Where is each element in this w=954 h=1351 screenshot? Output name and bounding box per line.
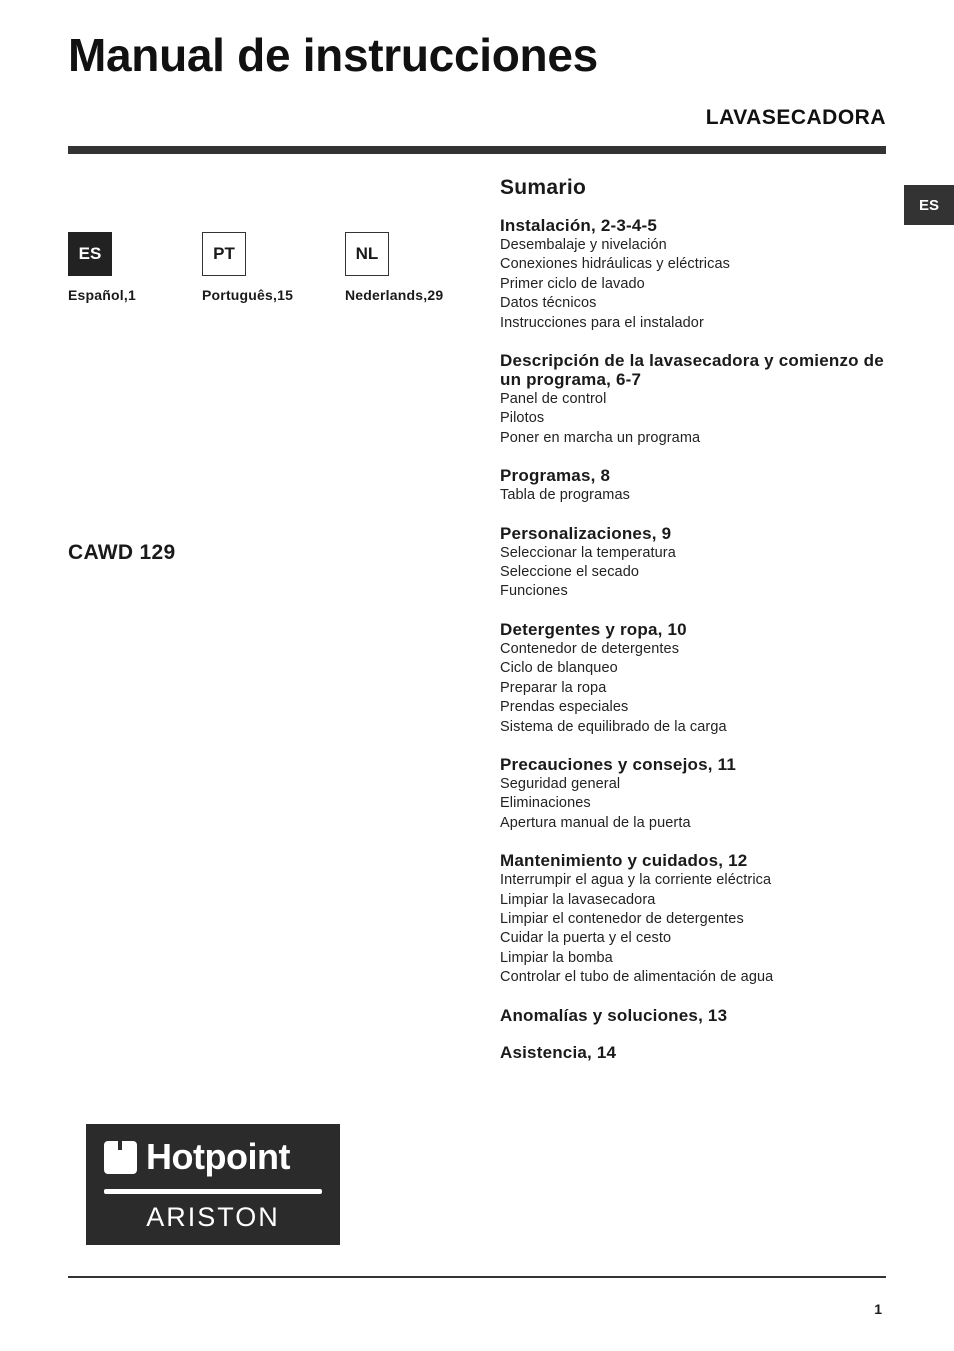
toc-item: Controlar el tubo de alimentación de agua [500,969,774,986]
toc-section-title: Precauciones y consejos, 11 [500,754,736,774]
toc-section-title: Mantenimiento y cuidados, 12 [500,851,748,871]
toc-item: Ciclo de blanqueo [500,660,618,677]
toc-section [500,755,886,833]
toc-section [500,851,886,987]
toc-item-list [500,236,886,333]
language-label-es: Español,1 [68,287,136,303]
toc-section-title: Anomalías y soluciones, 13 [500,1005,728,1025]
toc-section-title: Asistencia, 14 [500,1042,617,1062]
header-divider [68,146,886,154]
toc-item-list [500,871,886,987]
page-title: Manual de instrucciones [68,29,598,81]
toc-section-title: Personalizaciones, 9 [500,523,672,543]
logo-brand-text: Hotpoint [146,1136,290,1177]
hotpoint-ariston-logo [86,1124,340,1245]
toc-section-title: Programas, 8 [500,466,611,486]
hotpoint-square-logo-icon [104,1141,137,1174]
table-of-contents [500,176,886,1080]
toc-item: Tabla de programas [500,487,630,504]
toc-item: Datos técnicos [500,295,597,312]
toc-item: Cuidar la puerta y el cesto [500,930,672,947]
toc-section [500,620,886,737]
toc-item-list [500,486,886,505]
logo-divider [104,1189,322,1194]
toc-item: Seleccione el secado [500,564,640,581]
page-number: 1 [874,1301,882,1317]
toc-section [500,466,886,505]
toc-item: Limpiar el contenedor de detergentes [500,910,744,927]
logo-sub-text: ARISTON [146,1202,280,1232]
toc-item: Sistema de equilibrado de la carga [500,718,727,735]
toc-item: Conexiones hidráulicas y eléctricas [500,256,730,273]
footer-divider [68,1276,886,1278]
toc-item-list [500,544,886,602]
toc-item-list [500,390,886,448]
toc-item: Desembalaje y nivelación [500,237,667,253]
toc-section-title: Descripción de la lavasecadora y comienzo de un programa, 6-7 [500,351,884,390]
toc-item: Pilotos [500,410,545,427]
toc-item: Seguridad general [500,775,621,792]
toc-item: Seleccionar la temperatura [500,544,676,561]
language-label-pt: Português,15 [202,287,294,303]
product-type: LAVASECADORA [705,106,886,129]
toc-item: Limpiar la lavasecadora [500,891,656,908]
toc-item: Panel de control [500,391,607,408]
toc-item: Primer ciclo de lavado [500,275,645,292]
toc-item: Contenedor de detergentes [500,640,680,657]
toc-item: Prendas especiales [500,699,629,716]
toc-section-title: Instalación, 2-3-4-5 [500,216,658,235]
model-number: CAWD 129 [68,541,176,564]
language-box-es: ES [68,232,112,276]
toc-item: Eliminaciones [500,795,591,812]
toc-section [500,1006,886,1025]
toc-item-list [500,775,886,833]
toc-section [500,351,886,448]
toc-section-title: Detergentes y ropa, 10 [500,619,687,639]
language-box-pt: PT [202,232,246,276]
toc-item: Poner en marcha un programa [500,429,701,446]
toc-item: Limpiar la bomba [500,949,613,966]
toc-item: Interrumpir el agua y la corriente eléctrica [500,872,772,889]
toc-heading: Sumario [500,176,587,199]
language-box-nl: NL [345,232,389,276]
toc-item: Apertura manual de la puerta [500,814,691,831]
toc-item-list [500,640,886,737]
toc-item: Instrucciones para el instalador [500,314,704,331]
language-side-tab: ES [904,185,954,225]
toc-section [500,216,886,333]
language-label-nl: Nederlands,29 [345,287,444,303]
toc-item: Preparar la ropa [500,679,607,696]
toc-item: Funciones [500,583,568,600]
toc-section [500,524,886,602]
toc-sections [500,216,886,1062]
toc-section [500,1043,886,1062]
